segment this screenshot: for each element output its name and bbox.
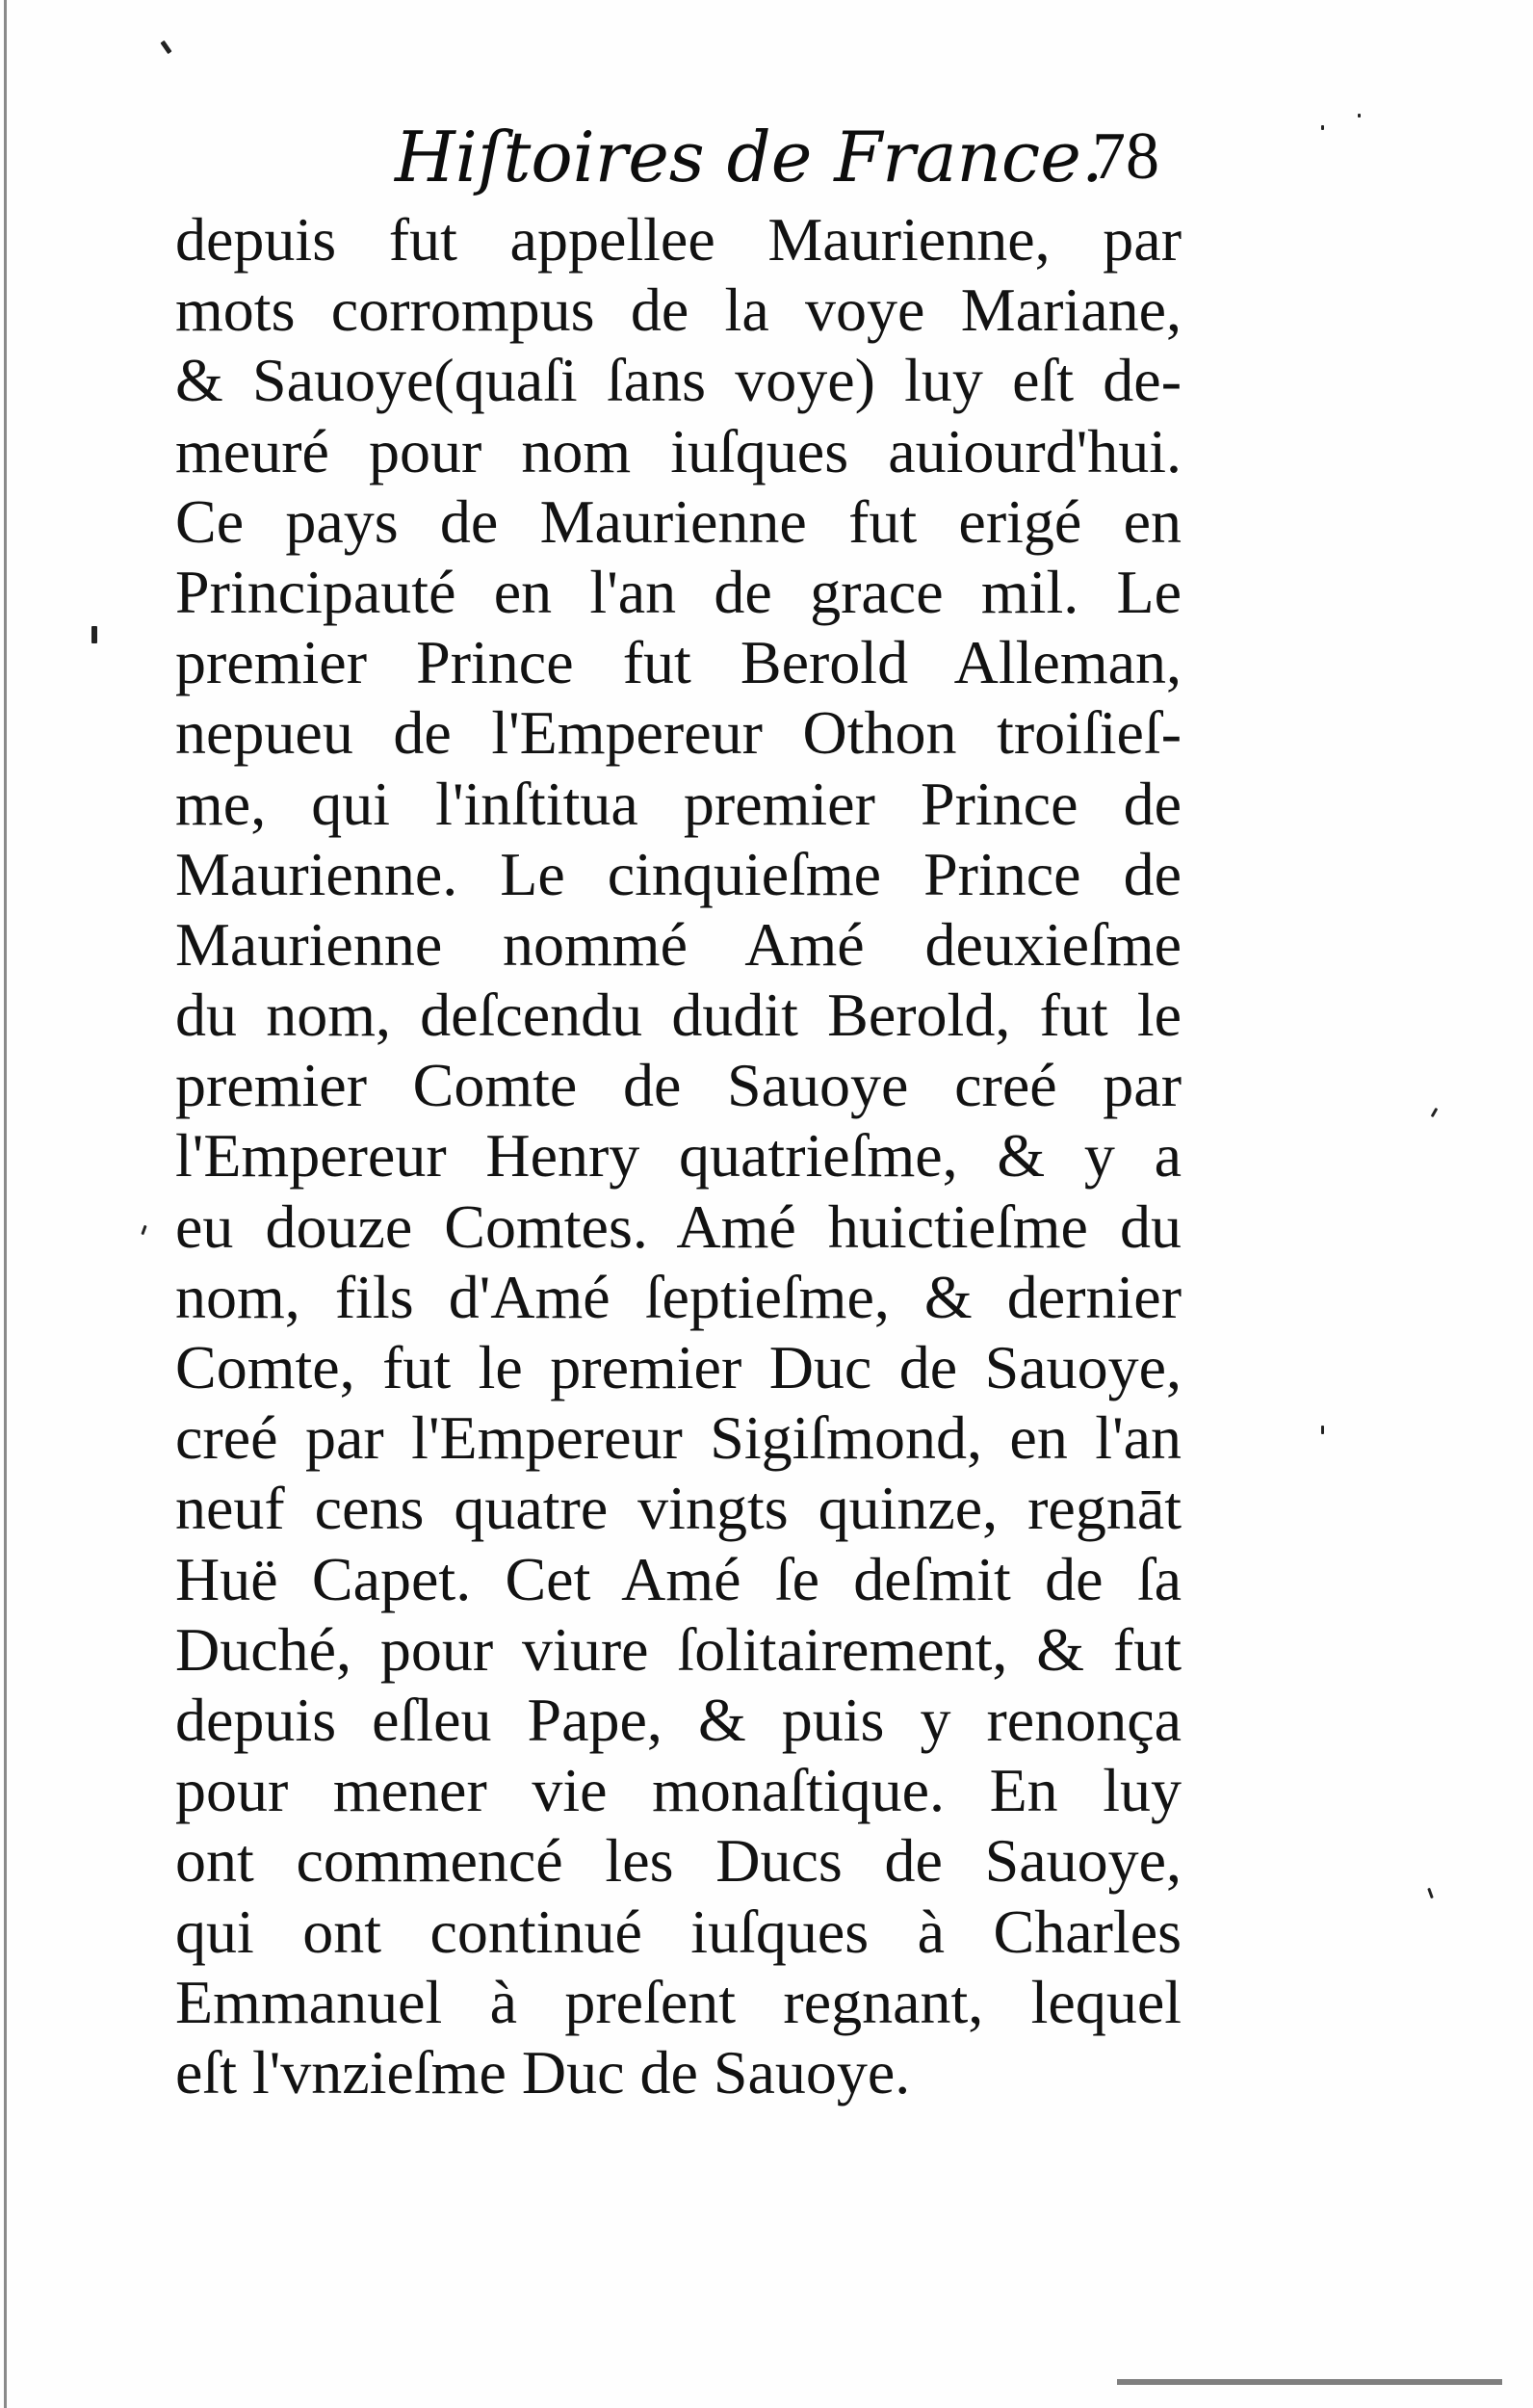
text-line: eu douze Comtes. Amé huictieſme du [175,1191,1182,1261]
text-line: nom, fils d'Amé ſeptieſme, & dernier [175,1262,1182,1331]
text-line: Maurienne. Le cinquieſme Prince de [175,839,1182,908]
binding-edge [4,0,7,2408]
ink-speck [91,626,97,643]
text-line: creé par l'Empereur Sigiſmond, en l'an [175,1403,1182,1473]
text-line: & Sauoye(quaſi ſans voye) luy eſt de- [175,346,1182,415]
ink-speck [1321,125,1324,130]
running-title: Hiſtoires de France. [395,117,1104,197]
text-line: du nom, deſcendu dudit Berold, fut le [175,981,1182,1050]
page-bottom-edge [1117,2379,1502,2385]
text-line: Huë Capet. Cet Amé ſe deſmit de ſa [175,1544,1182,1613]
ink-speck [1321,1426,1324,1434]
ink-speck [141,1225,146,1235]
text-line: nepueu de l'Empereur Othon troiſieſ- [175,698,1182,768]
text-line: Principauté en l'an de grace mil. Le [175,557,1182,626]
text-line: Maurienne nommé Amé deuxieſme [175,909,1182,979]
text-line: Comte, fut le premier Duc de Sauoye, [175,1333,1182,1401]
page-header [385,114,1175,200]
text-line: Duché, pour viure ſolitairement, & fut [175,1614,1182,1684]
body-text [175,204,1182,2107]
ink-speck [1358,114,1361,118]
ink-speck [160,40,171,54]
text-line: meuré pour nom iuſques auiourd'hui. [175,416,1182,485]
ink-speck [1427,1888,1434,1898]
text-line: premier Prince fut Berold Alleman, [175,628,1182,697]
text-line: l'Empereur Henry quatrieſme, & y a [175,1121,1182,1191]
text-line: qui ont continué iuſques à Charles [175,1897,1182,1966]
text-line: depuis eſleu Pape, & puis y renonça [175,1685,1182,1754]
ink-speck [1431,1108,1439,1117]
text-line: Emmanuel à preſent regnant, lequel [175,1967,1182,2036]
text-line: ont commencé les Ducs de Sauoye, [175,1826,1182,1896]
text-line: premier Comte de Sauoye creé par [175,1051,1182,1120]
text-line: Ce pays de Maurienne fut erigé en [175,486,1182,556]
text-line: me, qui l'inſtitua premier Prince de [175,769,1182,838]
text-line: neuf cens quatre vingts quinze, regnāt [175,1474,1182,1543]
text-line: pour mener vie monaſtique. En luy [175,1756,1182,1825]
page-number: 78 [1092,119,1159,194]
text-line: depuis fut appellee Maurienne, par [175,205,1182,274]
text-line: mots corrompus de la voye Mariane, [175,275,1182,345]
text-line-final: eſt l'vnzieſme Duc de Sauoye. [175,2037,911,2107]
